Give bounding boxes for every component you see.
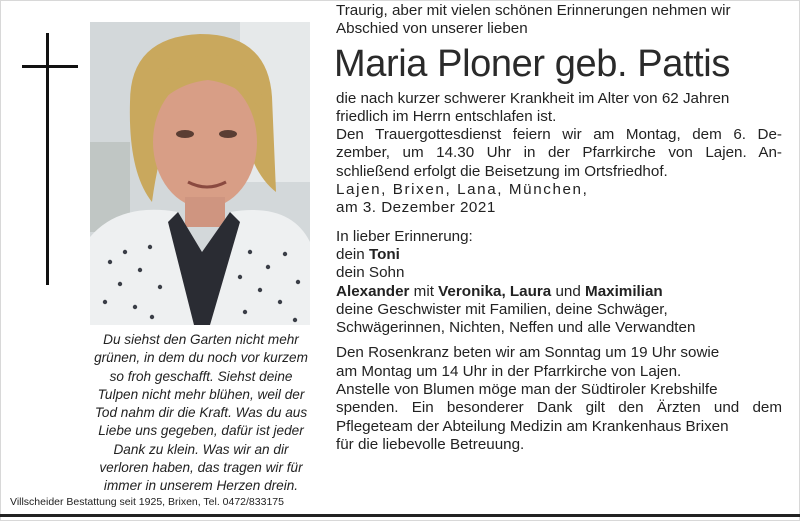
body-line: friedlich im Herrn entschlafen ist. xyxy=(336,107,557,125)
date: am 3. Dezember 2021 xyxy=(336,199,496,217)
body-line: zember, um 14.30 Uhr in der Pfarrkirche von Lajen. An- xyxy=(336,144,782,162)
poem-line: Tod nahm dir die Kraft. Was du aus xyxy=(94,405,308,421)
grandchild-name: Maximilian xyxy=(585,282,663,300)
rosary-line: am Montag um 14 Uhr in der Pfarrkirche von Lajen. xyxy=(336,362,682,380)
family-names: Veronika, Laura xyxy=(438,282,552,300)
poem-line: immer in unserem Herzen drein. xyxy=(103,478,299,494)
body-line: schließend erfolgt die Beisetzung im Ortsfriedhof. xyxy=(336,162,668,180)
intro-line: Abschied von unserer lieben xyxy=(336,20,528,38)
places: Lajen, Brixen, Lana, München, xyxy=(336,181,589,199)
memory-son-family: Alexander mit Veronika, Laura und Maximilian xyxy=(336,282,663,300)
poem-line: so froh geschafft. Siehst deine xyxy=(109,368,293,384)
partner-name: Toni xyxy=(368,245,400,263)
poem-line: Liebe uns gegeben, dafür ist jeder xyxy=(98,423,304,439)
rosary-line: spenden. Ein besonderer Dank gilt den Ärzten und dem xyxy=(336,399,782,417)
memory-siblings: deine Geschwister mit Familien, deine Schwäger, xyxy=(336,300,668,318)
bottom-rule xyxy=(0,514,800,517)
funeral-home-credit: Villscheider Bestattung seit 1925, Brixen, Tel. 0472/833175 xyxy=(10,496,284,508)
rosary-line: für die liebevolle Betreuung. xyxy=(336,435,525,453)
poem-line: Tulpen nicht mehr blühen, weil der xyxy=(97,386,305,402)
intro-line: Traurig, aber mit vielen schönen Erinnerungen nehmen wir xyxy=(336,2,731,19)
cross-icon-bar xyxy=(22,65,78,68)
son-name: Alexander xyxy=(336,282,410,300)
memory-son-label: dein Sohn xyxy=(336,264,405,282)
rosary-line: Pflegeteam der Abteilung Medizin am Krankenhaus Brixen xyxy=(336,417,729,435)
portrait-photo xyxy=(90,22,310,325)
poem-line: verloren haben, das tragen wir für xyxy=(99,460,303,476)
body-line: Den Trauergottesdienst feiern wir am Montag, dem 6. De- xyxy=(336,126,782,144)
memory-heading: In lieber Erinnerung: xyxy=(336,227,473,245)
memorial-poem xyxy=(88,331,314,496)
memory-partner: dein Toni xyxy=(336,245,400,263)
deceased-name: Maria Ploner geb. Pattis xyxy=(334,42,730,85)
cross-icon xyxy=(46,33,49,285)
memory-others: Schwägerinnen, Nichten, Neffen und alle Verwandten xyxy=(336,319,696,337)
notice-text xyxy=(336,2,782,454)
rosary-line: Anstelle von Blumen möge man der Südtiroler Krebshilfe xyxy=(336,381,718,399)
poem-line: grünen, in dem du noch vor kurzem xyxy=(94,350,308,366)
poem-line: Du siehst den Garten nicht mehr xyxy=(103,332,299,347)
rosary-line: Den Rosenkranz beten wir am Sonntag um 19 Uhr sowie xyxy=(336,344,720,362)
body-line: die nach kurzer schwerer Krankheit im Alter von 62 Jahren xyxy=(336,89,730,107)
poem-line: Dank zu klein. Was wir an dir xyxy=(113,441,289,457)
